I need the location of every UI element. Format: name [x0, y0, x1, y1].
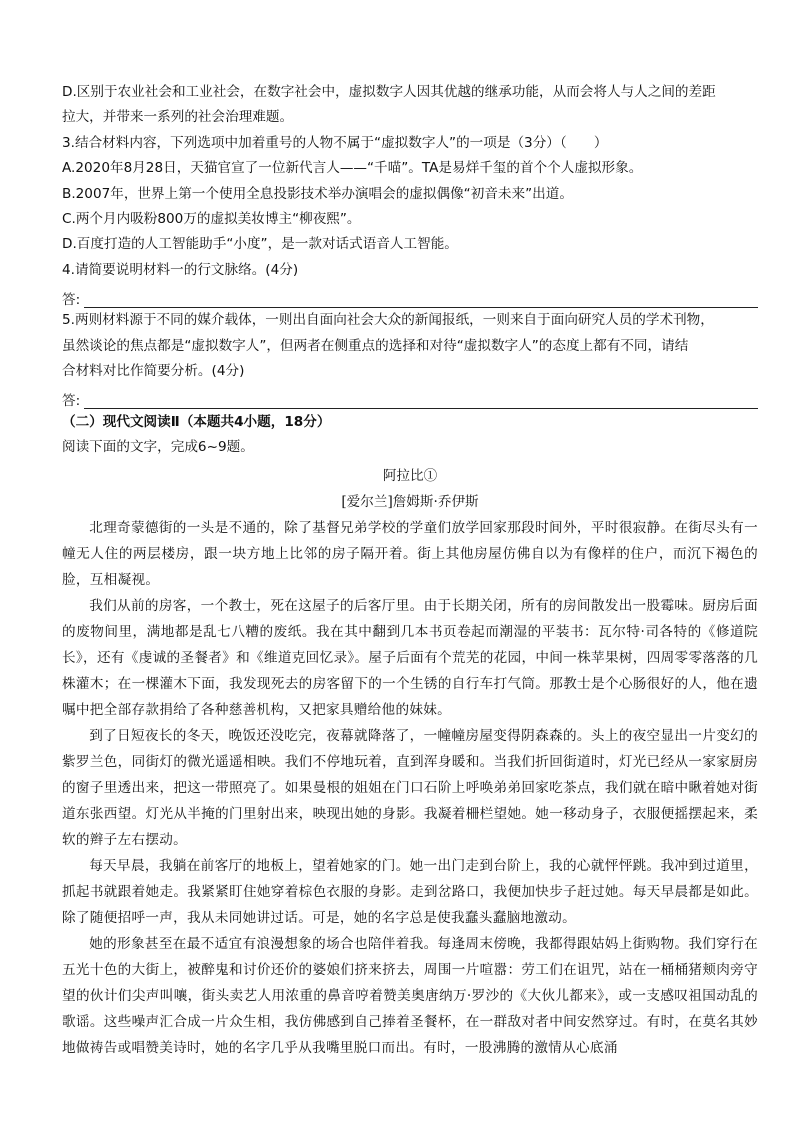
- question-5-line1: 5.两则材料源于不同的媒介载体，一则出自面向社会大众的新闻报纸，一则来自于面向研究人员的学术刊物，: [62, 312, 714, 329]
- passage-paragraph: 北理奇蒙德街的一头是不通的，除了基督兄弟学校的学童们放学回家那段时间外，平时很寂静。在街尽头有一幢无人住的两层楼房，跟一块方地上比邻的房子隔开着。街上其他房屋仿佛自以为有像样的住户，而沉下褐色的脸，互相凝视。: [62, 519, 758, 588]
- question-3-stem: 3.结合材料内容，下列选项中加着重号的人物不属于“虚拟数字人”的一项是（3分）（ ）: [62, 134, 608, 151]
- answer-label: 答:: [62, 292, 81, 309]
- answer-label: 答:: [62, 393, 81, 410]
- question-5-line2: 虽然谈论的焦点都是“虚拟数字人”，但两者在侧重点的选择和对待“虚拟数字人”的态度上都有不同，请结: [62, 337, 689, 354]
- question-5-answer-line[interactable]: [62, 384, 758, 409]
- section-heading: （二）现代文阅读Ⅱ（本题共4小题，18分）: [62, 414, 331, 431]
- passage-paragraph: 我们从前的房客，一个教士，死在这屋子的后客厅里。由于长期关闭，所有的房间散发出一股霉味。厨房后面的废物间里，满地都是乱七八糟的废纸。我在其中翻到几本书页卷起而潮湿的平装书：瓦尔特·司各特的《修道院长》，还有《虔诚的圣餐者》和《维道克回忆录》。屋子后面有个荒芜的花园，中间一株苹果树，四周零零落落的几株灌木；在一棵灌木下面，我发现死去的房客留下的一个生锈的自行车打气筒。那教士是个心肠很好的人，他在遗嘱中把全部存款捐给了各种慈善机构，又把家具赠给他的妹妹。: [62, 597, 758, 718]
- passage-paragraph: 每天早晨，我躺在前客厅的地板上，望着她家的门。她一出门走到台阶上，我的心就怦怦跳。我冲到过道里，抓起书就跟着她走。我紧紧盯住她穿着棕色衣服的身影。走到岔路口，我便加快步子赶过她。每天早晨都是如此。除了随便招呼一声，我从未同她讲过话。可是，她的名字总是使我蠢头蠢脑地激动。: [62, 857, 758, 926]
- passage-paragraph: 到了日短夜长的冬天，晚饭还没吃完，夜幕就降落了，一幢幢房屋变得阴森森的。头上的夜空显出一片变幻的紫罗兰色，同街灯的微光遥遥相映。我们不停地玩着，直到浑身暖和。当我们折回街道时，灯光已经从一家家厨房的窗子里透出来，把这一带照亮了。如果曼根的姐姐在门口石阶上呼唤弟弟回家吃茶点，我们就在暗中瞅着她对街道东张西望。灯光从半掩的门里射出来，映现出她的身影。我凝着柵栏望她。她一移动身子，衣服便摇摆起来，柔软的辫子左右摆动。: [62, 727, 758, 848]
- answer-rule: [84, 391, 758, 409]
- option-d-prev-line1: D.区别于农业社会和工业社会，在数字社会中，虚拟数字人因其优越的继承功能，从而会将人与人之间的差距: [62, 84, 716, 100]
- passage-paragraph: 她的形象甚至在最不适宜有浪漫想象的场合也陪伴着我。每逢周末傍晚，我都得跟姑妈上街购物。我们穿行在五光十色的大街上，被醉鬼和讨价还价的婆娘们挤来挤去，周围一片喧嚣：劳工们在诅咒，站在一桶桶猪颊肉旁守望的伙计们尖声叫嚷，街头卖艺人用浓重的鼻音哼着赞美奥唐纳万·罗沙的《大伙儿都来》，或一支感叹祖国动乱的歌谣。这些噪声汇合成一片众生相，我仿佛感到自己捧着圣餐杯，在一群敌对者中间安然穿过。有时，在莫名其妙地做祷告或唱赞美诗时，她的名字几乎从我嘴里脱口而出。有时，一股沸腾的激情从心底涌: [62, 935, 758, 1056]
- question-3-option-b: B.2007年，世界上第一个使用全息投影技术举办演唱会的虚拟偶像“初音未来”出道。: [62, 185, 573, 202]
- passage-title: 阿拉比①: [382, 467, 438, 484]
- question-3-option-d: D.百度打造的人工智能助手“小度”，是一款对话式语音人工智能。: [62, 236, 458, 253]
- question-4-answer-line[interactable]: [62, 283, 758, 308]
- question-5-line3: 合材料对比作简要分析。(4分): [62, 363, 245, 380]
- page: [62, 80, 758, 1061]
- question-4-stem: 4.请简要说明材料一的行文脉络。(4分): [62, 261, 299, 278]
- option-d-prev-line2: 拉大，并带来一系列的社会治理难题。: [62, 109, 294, 126]
- reading-instruction: 阅读下面的文字，完成6~9题。: [62, 439, 254, 456]
- question-3-option-c: C.两个月内吸粉800万的虚拟美妆博主“柳夜熙”。: [62, 211, 361, 228]
- answer-rule: [84, 290, 758, 308]
- passage-author: [爱尔兰]詹姆斯·乔伊斯: [341, 493, 479, 510]
- question-3-option-a: A.2020年8月28日，天猫官宣了一位新代言人——“千喵”。TA是易烊千玺的首个个人虚拟形象。: [62, 160, 643, 177]
